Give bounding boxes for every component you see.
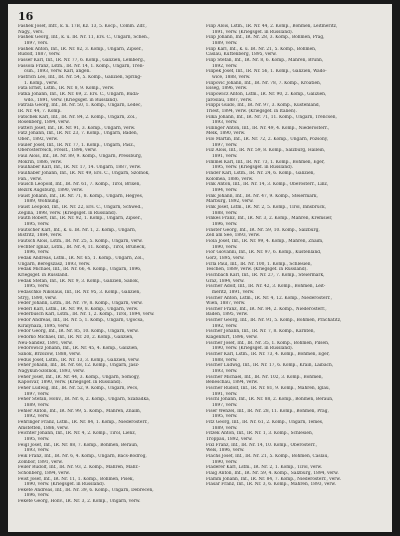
- text-line: Fauler Josef, Inf., IR. Nr. 77, 1. Komp., Ungarn, Pasz.,: [18, 142, 136, 148]
- text-line: IR. Nr. 44, 7. Komp.: [18, 108, 62, 114]
- text-line: Fischbach Karl, Inf., IR. Nr. 27, 7. Komp., Steiermark,: [206, 272, 325, 278]
- text-line: Fior Giovanni, Inf., IR. Nr. 97, 6. Komp., Küstenland,: [206, 250, 322, 256]
- text-line: Fasser Karl, Inf., IR. Nr. 77, 6. Komp., Galizien, Lemberg.,: [18, 57, 146, 63]
- text-line: Oberösterreich, Freist., 1896, verw.: [18, 148, 97, 154]
- text-line: Filip Stefan, Inf., IR. Nr. 8, 6. Komp., Mähren, Brünn,: [206, 57, 324, 63]
- text-line: Faust Leopold, Inf., IR. Nr. 22, Ers. C., Ungarn, Schwed.,: [18, 205, 144, 210]
- text-line: Filip Johann, Inf., IR. Nr. 28, 3. Komp., Böhmen, Prag,: [206, 35, 325, 41]
- text-line: Melk, 1890, verw.: [206, 131, 246, 137]
- text-line: Fatka Johann, Inf., IR. Nr. 69, 2. Ers. C., Ungarn, Buda-: [18, 91, 140, 97]
- text-line: Fischl Johann, Inf., IR. Nr. 88, 2. Komp., Böhmen, Beraun,: [206, 397, 334, 403]
- text-line: Sanok, Brzozów, 1888, verw.: [18, 352, 81, 358]
- text-line: 1890, verw.: [212, 459, 238, 465]
- text-line: Faul Alois, Inf., IR. Nr. 89, 9. Komp., Ungarn, Pressburg,: [18, 154, 143, 160]
- text-line: Feher Stefan, Honv., IR. Nr. 6, 2. Komp., Ungarn, Szabadka,: [18, 397, 151, 403]
- text-line: Bistritz, 1884, verw.: [18, 233, 63, 239]
- text-line: Finder Karl, Lstm., IR. Nr. 24, 6. Komp., Galizien,: [206, 171, 315, 177]
- text-line: Feher Johann, Inf., IR. Nr. 68, 12. Komp., Ungarn, Jász-: [18, 363, 140, 369]
- text-line: Federbusch Karl, Lstm., IR. Nr. 1, 2. Komp., Tirol, 1894, verw.: [18, 312, 155, 318]
- text-line: 1893, verw.: [212, 120, 238, 126]
- text-line: Kriegsgef. in Russland.: [18, 272, 69, 278]
- text-line: Feder Johann, Lstm., IR. Nr. 79, 8. Komp., Ungarn, verw.: [18, 301, 143, 307]
- text-line: Neu-Sandez, 1891, verw.: [18, 340, 73, 346]
- text-line: Bezirk Augsburg, 1890, verw.: [18, 188, 84, 194]
- text-line: Filipek Josef, Inf., IR. Nr. 56, 1. Komp., Galizien, Wado-: [206, 69, 327, 75]
- text-line: Finkes Franz, Inf., IR. Nr. 3, 2. Komp., Mähren, Kremsier,: [206, 216, 333, 222]
- text-line: Fan., verw.: [18, 176, 42, 182]
- text-line: Fladerer Karl, Lstm., IR. Nr. 2, 1. Komp., Tirol, verw.: [206, 465, 323, 471]
- text-line: Fischer Michael, Inf., IR. Nr. 102, 3. Komp., Böhmen,: [206, 374, 323, 380]
- text-line: 1893, verw.: [24, 448, 50, 454]
- text-line: Fiola Josef, Inf., IR. Nr. 99, 4. Komp., Mähren, Znaim,: [206, 238, 324, 244]
- text-line: 1895, verw.: [24, 436, 50, 442]
- text-line: Finster Georg, Inf., IR. Nr. 59, 10. Komp., Salzburg,: [206, 227, 320, 233]
- text-line: Nagykun-Szolnok, 1893, verw.: [18, 369, 85, 375]
- text-line: Filka Johann, Inf., IR. Nr. 71, 11. Komp., Ungarn, Trencsén,: [206, 114, 337, 120]
- text-line: 1897, verw.: [212, 142, 238, 148]
- text-line: Filipowicz Anton, Lstm., IR. Nr. 90, 2. Komp., Galizien,: [206, 91, 327, 97]
- text-line: Rosenberg, 1894, verw.: [18, 120, 70, 126]
- text-line: Fischer Georg, Inf., IR. Nr. 91, 5. Komp., Böhmen, Prachatitz,: [206, 318, 342, 324]
- text-line: Fedor Georg, Inf., IR. Nr. 85, 10. Komp., Ungarn, verw.: [18, 329, 139, 335]
- text-line: Fischer Franz, Inf., IR. Nr. 84, 2. Komp., Niederösterr.,: [206, 306, 327, 312]
- text-line: Fedorko Michael, Inf., IR. Nr. 20, 2. Komp., Galizien,: [18, 335, 134, 341]
- text-line: Ungarn, Beregszász, 1893, verw.: [18, 261, 91, 267]
- text-line: 1889, verw.: [24, 402, 50, 408]
- text-line: Fedus Josef, Lstm., IR. Nr. 13, 3. Komp., Galizien, verw.: [18, 357, 140, 363]
- text-line: Fassola Franz, Lstm., IR. Nr. 14, 1. Komp., Ungarn, Tren-: [18, 63, 144, 69]
- text-line: Feher Ludwig, Inf., IR. Nr. 52, 9. Komp., Ungarn, Pécs,: [18, 386, 139, 391]
- text-line: 1896, verw.: [212, 221, 238, 227]
- text-line: Ober., 1892, verw.: [18, 137, 59, 143]
- text-line: 1889, verw.: [212, 425, 238, 431]
- text-line: 1895, verw.: [24, 221, 50, 227]
- text-line: Fixl Franz, Inf., IR. Nr. 14, 10. Komp., Oberösterr.,: [206, 442, 317, 448]
- text-line: Filz Alois, Inf., IR. Nr. 59, 8. Komp., Salzburg, Hallein,: [206, 148, 326, 154]
- text-line: Fashek Anton, Inf., IR. Nr. 82, 3. Komp., Ungarn, Zipser.,: [18, 46, 144, 52]
- left-column: [18, 24, 196, 526]
- text-line: Flasar Franz, Inf., IR. Nr. 3, 6. Komp., Mähren, 1893, verw.: [206, 482, 336, 488]
- text-line: Faust Johann, Inf., IR. Nr. 71, 8. Komp., Ungarn, Hegyes,: [18, 193, 144, 199]
- text-line: 1892, verw.: [24, 414, 50, 420]
- text-line: 1891, verw.: [212, 391, 238, 397]
- text-line: Filip Alois, Lstm., IR. Nr. 44, 2. Komp., Böhmen, Leitmeritz,: [206, 24, 338, 29]
- text-line: Fedorowicz Johann, Inf., IR. Nr. 45, 4. Komp., Galizien,: [18, 346, 139, 352]
- text-line: Feik Franz, Inf., IR. Nr. 6, 4. Komp., Ungarn, Bács-Bodrog,: [18, 453, 147, 459]
- text-line: Fink Anton, Inf., IR. Nr. 14, 3. Komp., Oberösterr., Linz,: [206, 182, 329, 188]
- text-line: Beneschau, 1894, verw.: [206, 380, 259, 386]
- text-line: Baden, 1895, verw.: [206, 312, 249, 318]
- text-line: 1895, verw.: [212, 414, 238, 420]
- text-line: Feichter Johann, Inf., IR. Nr. 4, 2. Komp., Tirol, Lienz,: [18, 431, 136, 437]
- document-page: [8, 4, 392, 532]
- text-line: Fedak Michael, Inf., IR. Nr. 66, 4. Komp., Ungarn, 1896,: [18, 267, 142, 273]
- text-line: Teschen, 1889, verw. (Kriegsgef. in Russland).: [206, 267, 308, 273]
- text-line: Troppau, 1892, verw.: [206, 436, 253, 442]
- text-line: Fautsch Alois, Lstm., IR. Nr. 25, 5. Komp., Ungarn, verw.: [18, 238, 143, 244]
- text-line: Stryj, 1890, verw.: [18, 295, 57, 301]
- text-line: Feiler Rudolf, Inf., IR. Nr. 93, 2. Komp., Mähren, Mähr.-: [18, 465, 140, 471]
- text-line: 1891, verw. (Kriegsgef. in Russland).: [212, 29, 294, 35]
- text-line: Fechter Ignaz, Lstm., IR. Nr. 4, 11. Komp., Tirol, Bruneck,: [18, 244, 146, 250]
- text-line: Fashek Georg, Inf., k. u. IR. Nr. 11, Ers. C., Ungarn, Schen.,: [18, 35, 150, 41]
- text-line: 1894, verw.: [212, 188, 238, 194]
- text-line: 1897, verw.: [212, 402, 238, 408]
- page-number: 16: [18, 10, 34, 23]
- text-line: Zegina, 1898, verw. (Kriegsgef. in Russland).: [18, 210, 117, 216]
- text-line: Fausch Leopold, Inf., IR. Nr. 61, 7. Komp., Tirol, Brixen,: [18, 182, 141, 188]
- text-line: wice, 1888, verw.: [212, 74, 251, 80]
- text-line: Fata Ernst, Lstm., IR. Nr. 8, 9. Komp., verw.: [18, 86, 115, 92]
- text-line: 1. Komp., verw.: [24, 80, 58, 86]
- text-line: 1896, verw.: [24, 493, 50, 499]
- text-line: Fekete Andreas, Inf., IR. Nr. 39, 6. Komp., Ungarn, Debrecen,: [18, 487, 154, 493]
- text-line: 1892, verw.: [212, 63, 238, 69]
- text-line: Flachs Josef, Inf., IR. Nr. 21, 5. Komp., Böhmen, Caslau,: [206, 453, 329, 459]
- text-line: Zombor, 1891, verw.: [18, 459, 63, 465]
- text-line: Fehler Anton, Inf., IR. Nr. 99, 5. Komp., Mähren, Znaim,: [18, 408, 142, 414]
- text-line: Feist Josef, Inf., IR. Nr. 11, 1. Komp., Böhmen, Pisek,: [18, 476, 134, 482]
- text-line: 1893, verw.: [212, 369, 238, 375]
- text-line: Rudolf, 1887, verw.: [18, 52, 61, 58]
- text-line: Filippi Guido, Inf., IR. Nr. 97, 3. Komp., Küstenland,: [206, 103, 321, 109]
- text-line: Wien, 1887, verw.: [206, 301, 246, 307]
- text-line: Fiser Wenzel, Inf., IR. Nr. 28, 11. Komp., Böhmen, Prag,: [206, 408, 329, 414]
- text-line: Fashek Josef, Infr., k. n. 17B, Kz. 13, 5. Kocp., Comm. Zdr.,: [18, 24, 147, 29]
- text-line: Amstetten, 1886, verw.: [18, 425, 69, 431]
- text-line: Jaroslau, 1887, verw.: [206, 97, 253, 103]
- text-line: Firla Paul, Inf., IR. Nr. 100, 1. Komp., Schlesien,: [206, 261, 312, 267]
- text-line: Fedaschko Nikolaus, Inf., IR. Nr. 95, 3. Komp., Galizien,: [18, 289, 141, 295]
- text-line: Fehringer Franz, Lstm., IR. Nr. 84, 1. Komp., Niederösterr.,: [18, 419, 149, 425]
- text-line: 1897, vers.: [24, 40, 49, 46]
- text-line: Nagy., vers.: [18, 29, 44, 35]
- text-line: Filipović Johann, Inf., IR. Nr. 78, 7. Komp., Kroatien,: [206, 80, 322, 86]
- text-line: Faulhaber Karl, Inf., IR. Nr. 17, 14. Ungarn, 1887, verw.: [18, 165, 142, 171]
- text-line: Feher Josef, Inf., IR. Nr. 44, 3. Komp., Ungarn, Somogy,: [18, 374, 140, 380]
- text-line: Fedak Andreas, Lstm., IR. Nr. 65, 1. Komp., Ungarn, Zol.,: [18, 255, 145, 261]
- text-line: Klagenfurt, 1896, verw.: [206, 335, 258, 341]
- text-line: Flamm Johann, Inf., IR. Nr. 84, 7. Komp., Niederösterr., verw.: [206, 476, 341, 482]
- text-line: Mokrin, 1886, verw.: [18, 159, 63, 165]
- text-line: Federl Karl, Lstm., IR. Nr. 99, 8. Komp., Ungarn, verw.: [18, 306, 139, 312]
- text-line: 1895, verw.: [24, 284, 50, 290]
- text-line: Kaposvár, 1890, verw. (Kriegsgef. in Russland).: [18, 380, 122, 386]
- text-line: Fink Josef, Lstm., IR. Nr. 2, 5. Komp., Tirol, Innsbruck,: [206, 205, 327, 210]
- text-line: Fatschek Karl, Inf., IR. Nr. 84, 2. Komp., Ungarn, Zol.,: [18, 114, 137, 120]
- columns: [18, 24, 384, 526]
- text-line: 1895, verw. (Kriegsgef. in Russland).: [212, 165, 294, 171]
- text-line: Feigl Josef, Inf., IR. Nr. 88, 7. Komp., Böhmen, Beraun,: [18, 442, 139, 448]
- text-line: Zell am See, 1893, verw.: [206, 233, 261, 239]
- text-line: Görz, 1895, verw.: [206, 255, 245, 261]
- text-line: 1890, verw. (Kriegsgef. in Russland).: [212, 346, 294, 352]
- text-line: 1890, verw.: [212, 244, 238, 250]
- text-line: Triest, 1894, verw. (Kriegsgef. in Italien).: [206, 108, 297, 114]
- text-line: 1892, verw.: [212, 323, 238, 329]
- text-line: Schönberg, 1894, verw.: [18, 470, 70, 476]
- text-line: Fatrala Georg, Inf., IR. Nr. 50, 1. Komp., Ungarn, Ledec,: [18, 103, 142, 109]
- text-line: Fautscher Karl, Inf., k. u. IR. Nr. 1, 2. Komp., Ungarn,: [18, 227, 137, 233]
- text-line: Fimmel Karl, Inf., IR. Nr. 73, 1. Komp., Böhmen, Eger,: [206, 159, 325, 165]
- text-line: 1888, verw.: [212, 357, 238, 363]
- text-line: 1889, Wohnung.: [24, 199, 60, 205]
- text-line: Fekete Georg, Honv., IR. Nr. 3, 2. Komp., Ungarn, verw.: [18, 499, 141, 505]
- text-line: Esseg, 1896, verw.: [206, 86, 248, 92]
- text-line: 1897, verw.: [24, 391, 50, 397]
- text-line: Fischer Karl, Lstm., IR. Nr. 73, 4. Komp., Böhmen, Eger,: [206, 352, 330, 358]
- text-line: csin., 1893, verw. Karl, angen.: [24, 69, 91, 75]
- text-line: 1888, verw.: [212, 210, 238, 216]
- text-line: 1891, verw.: [212, 154, 238, 160]
- text-line: Fink Johann, Inf., IR. Nr. 47, 9. Komp., Steiermark,: [206, 193, 318, 199]
- text-line: Filo Martin, Inf., IR. Nr. 72, 2. Komp., Ungarn, Pozsony,: [206, 137, 329, 143]
- text-line: Fitz Georg, Inf., IR. Nr. 61, 2. Komp., Ungarn, Temes,: [206, 419, 324, 425]
- text-line: Flaig Anton, Inf., IR. Nr. 59, 4. Komp., Salzburg, 1894, verw.: [206, 470, 339, 476]
- text-line: wdo., 1891, verw. (Kriegsgef. in Russland).: [24, 97, 119, 103]
- text-line: Graz, 1894, verw.: [206, 278, 245, 284]
- text-line: Fedak Stefan, Inf., IR. Nr. 9, 3. Komp., Galizien, Sanok,: [18, 278, 140, 284]
- right-column: [206, 24, 384, 526]
- text-line: Fischer Johann, Inf., IR. Nr. 7, 8. Komp., Kärnten,: [206, 329, 315, 335]
- text-line: Fischer Anton, Lstm., IR. Nr. 4, 12. Komp., Niederösterr.,: [206, 295, 332, 301]
- text-line: Királyháza, 1895, verw.: [18, 323, 70, 329]
- text-line: Wels, 1896, verw.: [206, 448, 245, 454]
- text-line: Marburg, 1892, verw.: [206, 199, 254, 205]
- text-line: Fischer Josef, Inf., IR. Nr. 35, 1. Komp., Böhmen, Pilsen,: [206, 340, 330, 346]
- text-line: Fatz Johann, Inf., IR. Nr. 23, 7. Komp., Ungarn, Baden,: [18, 131, 139, 137]
- text-line: Fedor Andreas, Inf., IR. Nr. 5, 1. Komp., Ungarn, Ugocsa,: [18, 318, 144, 324]
- text-line: Fauth Robert, Inf., IR. Nr. 92, 1. Komp., Ungarn, Zipser.,: [18, 216, 143, 222]
- text-line: Filip Karl, Inf., k. u. IR. Nr. 21, 5. Komp., Böhmen,: [206, 46, 317, 52]
- text-line: 1890, verw. (Kriegsgef. in Russland).: [24, 482, 106, 488]
- text-line: Caslau, Kuttenberg, 1895, verw.: [206, 52, 277, 58]
- text-line: Fastrich Leo, Inf., IR. Nr. 54, 5. Komp., Galizien, Spring-: [18, 74, 142, 80]
- text-line: Fischer Adolf, Inf., IR. Nr. 42, 3. Komp., Böhmen, Leit-: [206, 284, 326, 290]
- text-line: Fillinger Anton, Inf., IR. Nr. 49, 4. Komp., Niederösterr.,: [206, 125, 330, 131]
- text-line: Fischer Ludwig, Inf., IR. Nr. 17, 6. Komp., Krain, Laibach,: [206, 363, 334, 369]
- text-line: Fischer Rudolf, Inf., IR. Nr. 81, 9. Komp., Mähren, Iglau,: [206, 386, 331, 391]
- text-line: Fatteri Josef, Inf., IR. Nr. 91, 3. Komp., Ungarn, verw.: [18, 125, 136, 131]
- text-line: 1889, verw.: [212, 40, 238, 46]
- text-line: Fitzek Anton, Inf., IR. Nr. 1, 3. Komp., Schlesien,: [206, 431, 314, 437]
- text-line: Kolomea, 1886, verw.: [206, 176, 254, 182]
- text-line: meritz, 1891, verw.: [212, 289, 255, 295]
- text-line: 1896, verw.: [24, 250, 50, 256]
- text-line: Faulhaber Johann, Inf., IR. Nr. 49, Ers. C., Ungarn, Szolnok,: [18, 171, 150, 177]
